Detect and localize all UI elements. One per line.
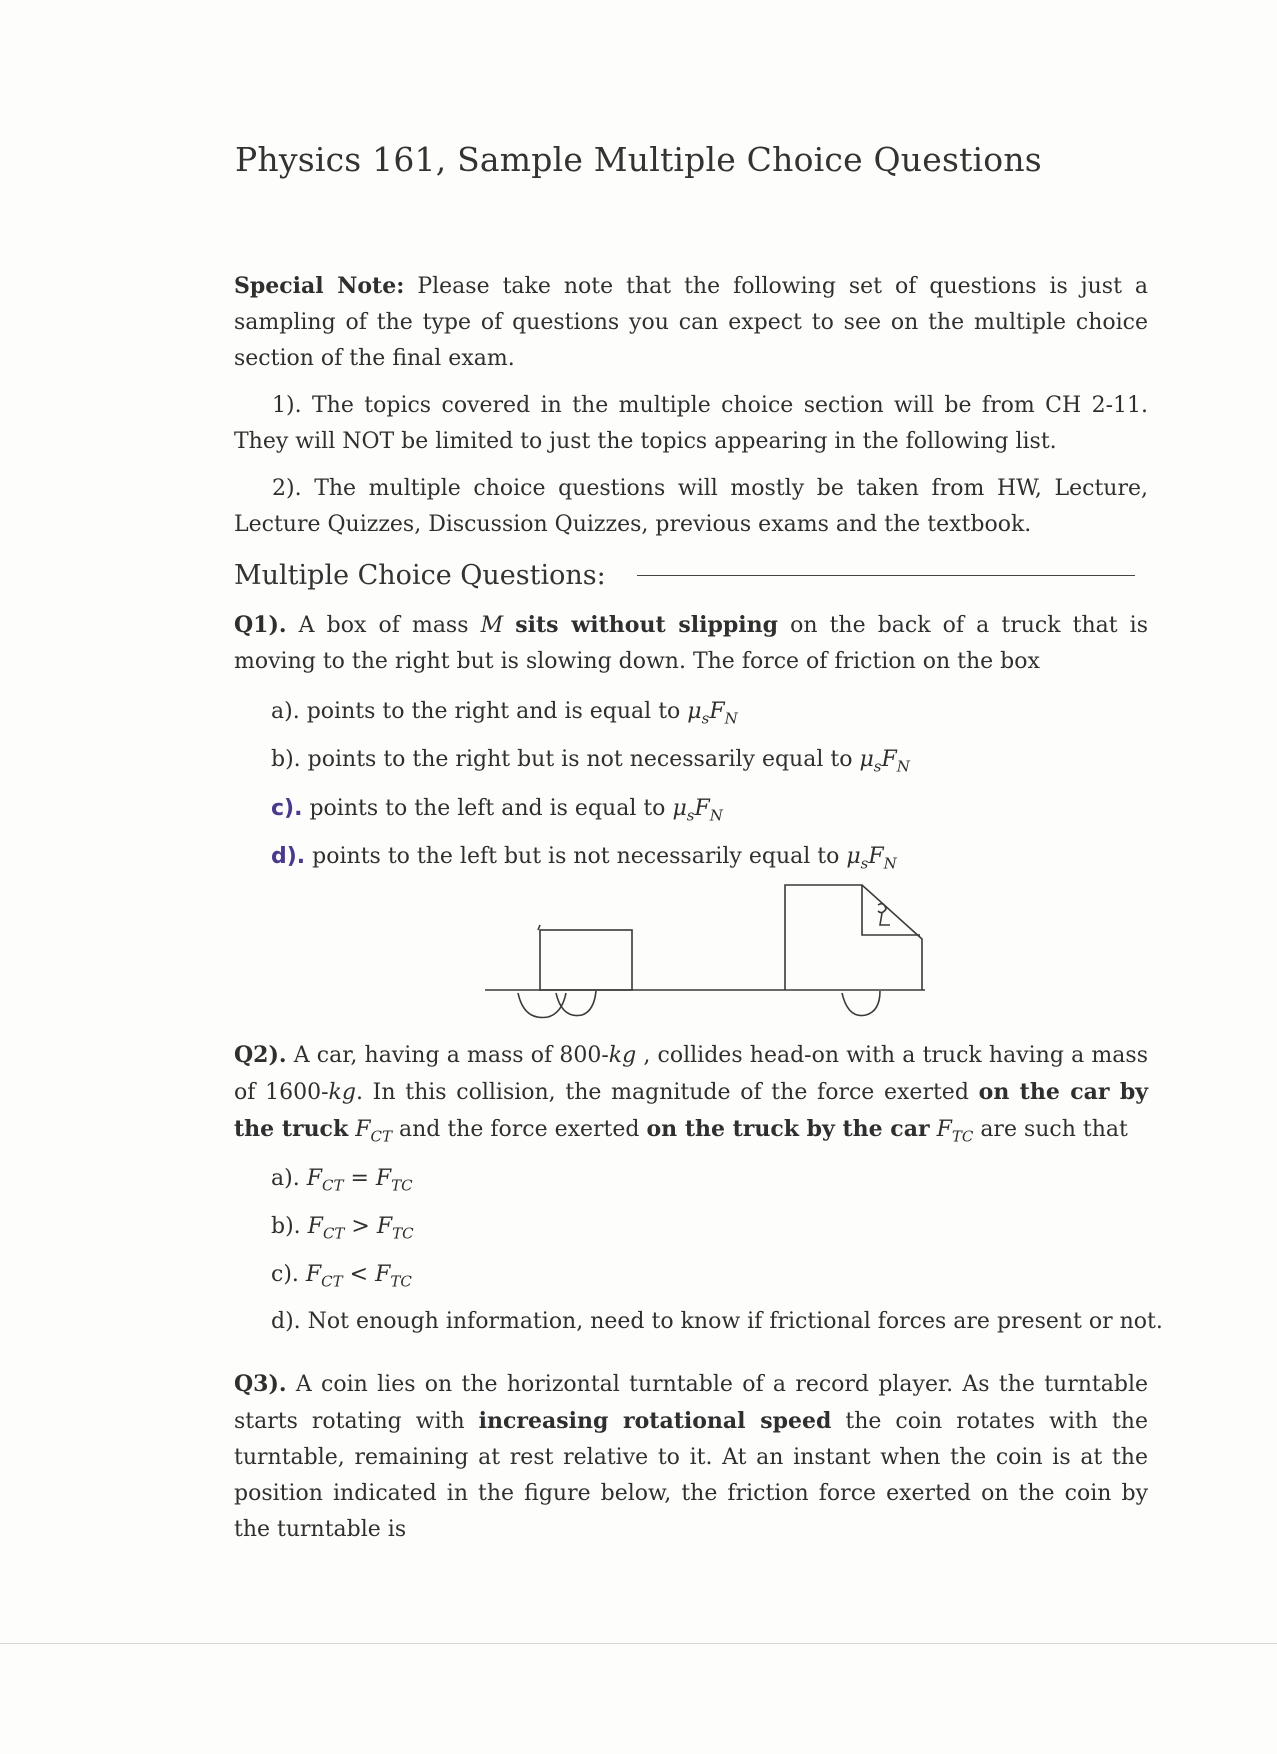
option-label: a). xyxy=(271,1166,300,1191)
q1-bold-phrase: sits without slipping xyxy=(515,612,778,638)
section-heading: Multiple Choice Questions: xyxy=(234,560,606,591)
note-1: 1). The topics covered in the multiple choice section will be from CH 2-11. They will NOT be limited to just the topics appearing in the following list. xyxy=(234,393,1148,454)
ftc-symbol: F xyxy=(375,1262,391,1287)
fct-subscript: CT xyxy=(370,1127,392,1146)
mu-symbol: μ xyxy=(859,747,874,772)
q1-number: Q1). xyxy=(234,612,287,638)
q3-stem xyxy=(234,1366,1148,1548)
q2-option-d xyxy=(271,1306,1163,1338)
ftc-subscript: TC xyxy=(392,1224,414,1243)
ftc-symbol: F xyxy=(375,1166,392,1191)
q1-option-d xyxy=(271,841,897,879)
ftc-symbol: F xyxy=(936,1117,952,1142)
option-text: Not enough information, need to know if frictional forces are present or not. xyxy=(307,1309,1163,1334)
page-title: Physics 161, Sample Multiple Choice Questions xyxy=(235,140,1042,179)
mu-symbol: μ xyxy=(846,844,861,869)
q2-text-a: A car, having a mass of 800- xyxy=(293,1043,609,1068)
fct-subscript: CT xyxy=(322,1224,345,1243)
truck-cab xyxy=(785,885,922,990)
truck-diagram xyxy=(470,875,930,1035)
q2-stem xyxy=(234,1037,1148,1155)
option-label-handwritten: c). xyxy=(271,796,303,821)
q1-option-b xyxy=(271,744,910,782)
option-label: c). xyxy=(271,1262,299,1287)
q2-text-e: are such that xyxy=(980,1117,1128,1142)
front-wheel-icon xyxy=(842,991,880,1016)
mu-subscript: s xyxy=(860,854,869,873)
q2-option-a xyxy=(271,1163,413,1201)
option-label: b). xyxy=(271,1214,301,1239)
fct-subscript: CT xyxy=(321,1272,343,1291)
rear-wheel-icon xyxy=(518,993,566,1018)
special-note-label: Special Note: xyxy=(234,273,405,299)
q2-option-c xyxy=(271,1259,412,1297)
force-symbol: F xyxy=(694,796,710,821)
scan-edge-line xyxy=(0,1643,1277,1644)
fct-symbol: F xyxy=(305,1262,322,1287)
option-text: points to the left but is not necessarily equal to xyxy=(312,844,840,869)
mu-symbol: μ xyxy=(687,699,702,724)
q2-text-c: . In this collision, the magnitude of the force exerted xyxy=(355,1080,969,1105)
option-label: a). xyxy=(271,699,300,724)
q1-text-a: A box of mass xyxy=(298,613,469,638)
q3-number: Q3). xyxy=(234,1371,287,1397)
q1-option-a xyxy=(271,696,738,734)
fct-symbol: F xyxy=(306,1166,322,1191)
ftc-symbol: F xyxy=(376,1214,393,1239)
ftc-subscript: TC xyxy=(951,1127,974,1146)
q1-var-m: M xyxy=(480,613,504,638)
mu-subscript: s xyxy=(686,806,695,825)
option-label-handwritten: d). xyxy=(271,844,306,869)
option-label: d). xyxy=(271,1309,301,1334)
q3-text-a: A coin lies on the horizontal turntable of a record player. As the turntable starts rotating with xyxy=(234,1372,1148,1434)
q2-unit-kg: kg xyxy=(608,1043,637,1068)
q2-unit-kg-2: kg xyxy=(328,1080,356,1105)
fct-symbol: F xyxy=(355,1117,371,1142)
force-subscript: N xyxy=(883,854,897,873)
driver-figure xyxy=(878,904,890,925)
option-label: b). xyxy=(271,747,301,772)
q2-text-d: and the force exerted xyxy=(398,1117,640,1142)
force-subscript: N xyxy=(724,709,738,728)
q1-text-b: on the back of a truck that is moving to the right but is slowing down. The force of friction on the box xyxy=(234,613,1149,674)
ftc-subscript: TC xyxy=(390,1272,412,1291)
special-note-text: Please take note that the following set of questions is just a sampling of the type of questions you can expect to see on the multiple choice section of the final exam. xyxy=(234,274,1148,371)
special-note xyxy=(234,268,1148,377)
q2-option-b xyxy=(271,1211,414,1249)
q2-number: Q2). xyxy=(234,1042,287,1068)
fct-symbol: F xyxy=(307,1214,323,1239)
box-mass-m xyxy=(540,930,632,990)
note-2: 2). The multiple choice questions will mostly be taken from HW, Lecture, Lecture Quizzes, Discussion Quizzes, previous exams and the textbook. xyxy=(234,476,1148,537)
fct-subscript: CT xyxy=(321,1176,344,1195)
option-text: points to the right and is equal to xyxy=(306,699,681,724)
operator: < xyxy=(349,1262,369,1287)
force-subscript: N xyxy=(709,806,723,825)
mu-symbol: μ xyxy=(672,796,687,821)
option-text: points to the right but is not necessarily equal to xyxy=(307,747,853,772)
operator: > xyxy=(351,1214,370,1239)
section-rule xyxy=(637,575,1135,576)
force-symbol: F xyxy=(868,844,884,869)
mu-subscript: s xyxy=(701,709,710,728)
q2-bold-2: on the truck by the car xyxy=(646,1116,930,1142)
ftc-subscript: TC xyxy=(391,1176,413,1195)
force-symbol: F xyxy=(881,747,897,772)
force-symbol: F xyxy=(709,699,725,724)
operator: = xyxy=(350,1166,369,1191)
q1-option-c xyxy=(271,793,723,831)
force-subscript: N xyxy=(896,757,910,776)
q3-text-b: the coin rotates with the turntable, remaining at rest relative to it. At an instant when the coin is at the position indicated in the figure below, the friction force exerted on the coin by the turntable is xyxy=(234,1409,1148,1542)
q2-text-b: , collides head-on with a truck having a mass of 1600- xyxy=(234,1043,1148,1105)
q1-stem xyxy=(234,607,1148,680)
option-text: points to the left and is equal to xyxy=(309,796,666,821)
mu-subscript: s xyxy=(873,757,882,776)
q2-bold-1: on the car by the truck xyxy=(234,1079,1148,1142)
q3-bold-phrase: increasing rotational speed xyxy=(478,1408,832,1434)
